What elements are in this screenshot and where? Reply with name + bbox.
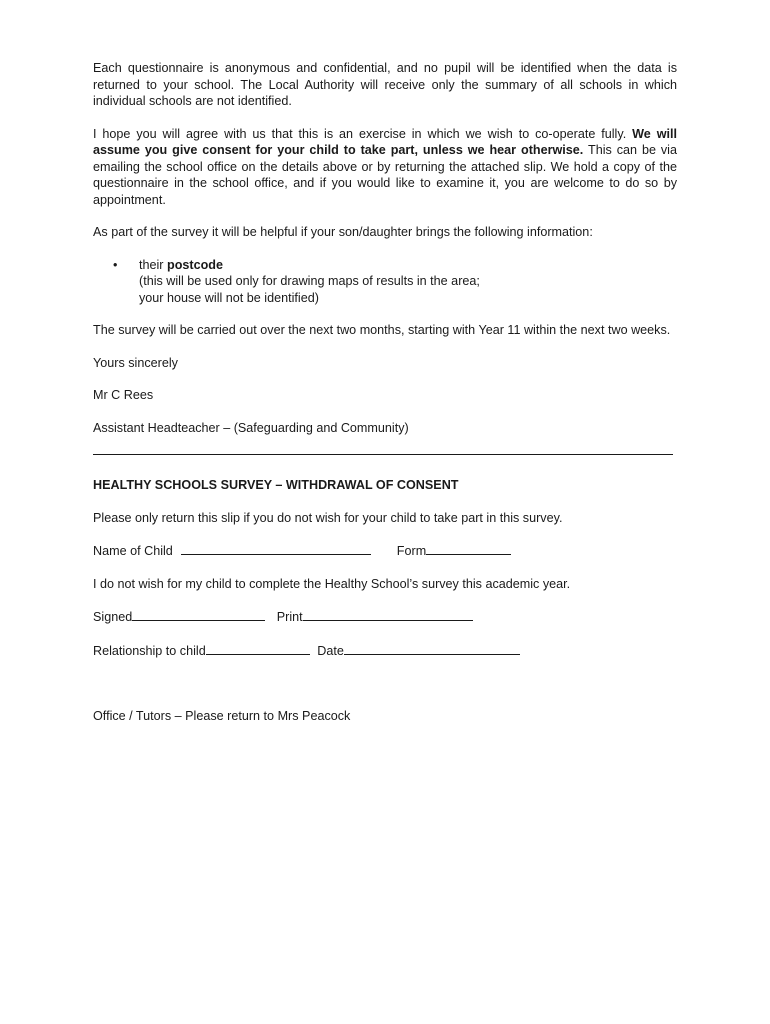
letter-page [93,60,677,725]
bullet-main-line [139,257,677,274]
consent-text-start: I hope you will agree with us that this is an exercise in which we wish to co-operate fully. [93,126,633,141]
slip-instruction: Please only return this slip if you do not wish for your child to take part in this survey. [93,510,563,525]
paragraph-schedule: The survey will be carried out over the next two months, starting with Year 11 within the next two weeks. [93,323,671,337]
slip-heading: HEALTHY SCHOOLS SURVEY – WITHDRAWAL OF CONSENT [93,478,459,492]
consent-text-end: This can be via emailing the school office on the details above or by returning the attached slip. We hold a copy of the questionnaire in the school office, and if you would like to examine it, you are welcome to do so by appointment. [93,143,677,207]
date-label: Date [317,643,344,658]
bullet-note-line1: (this will be used only for drawing maps of results in the area; [139,274,480,288]
slip-statement: I do not wish for my child to complete the Healthy School’s survey this academic year. [93,576,571,591]
signatory-name: Mr C Rees [93,388,154,402]
name-of-child-label: Name of Child [93,544,173,558]
relationship-label: Relationship to child [93,643,206,658]
relationship-field[interactable] [206,642,310,655]
paragraph-consent [93,126,677,209]
paragraph-information: As part of the survey it will be helpful if your son/daughter brings the following information: [93,225,593,239]
bullet-postcode: postcode [167,257,223,272]
date-field[interactable] [344,642,520,655]
print-label: Print [276,610,303,624]
consent-bold-text: We will assume you give consent for your child to take part, unless we hear otherwise. [93,126,677,157]
name-form-row [93,542,677,560]
form-label: Form [396,544,427,558]
bullet-icon: • [113,257,118,272]
bullet-prefix: their [139,257,167,272]
signed-label: Signed [93,610,133,624]
print-field[interactable] [303,608,473,621]
paragraph-anonymity: Each questionnaire is anonymous and confidential, and no pupil will be identified when the data is returned to your school. The Local Authority will receive only the summary of all schools in which individual schools are not identified. [93,61,677,108]
signatory-role: Assistant Headteacher – (Safeguarding and Community) [93,420,409,435]
relationship-date-row [93,642,677,660]
form-field[interactable] [426,542,511,555]
name-of-child-field[interactable] [181,542,371,555]
bullet-item-postcode [93,257,677,307]
bullet-note-line2: your house will not be identified) [139,290,319,305]
return-note: Office / Tutors – Please return to Mrs Peacock [93,709,351,723]
signed-field[interactable] [132,608,265,621]
signed-print-row [93,608,677,626]
closing-text: Yours sincerely [93,355,178,370]
cut-line-divider [93,454,673,455]
